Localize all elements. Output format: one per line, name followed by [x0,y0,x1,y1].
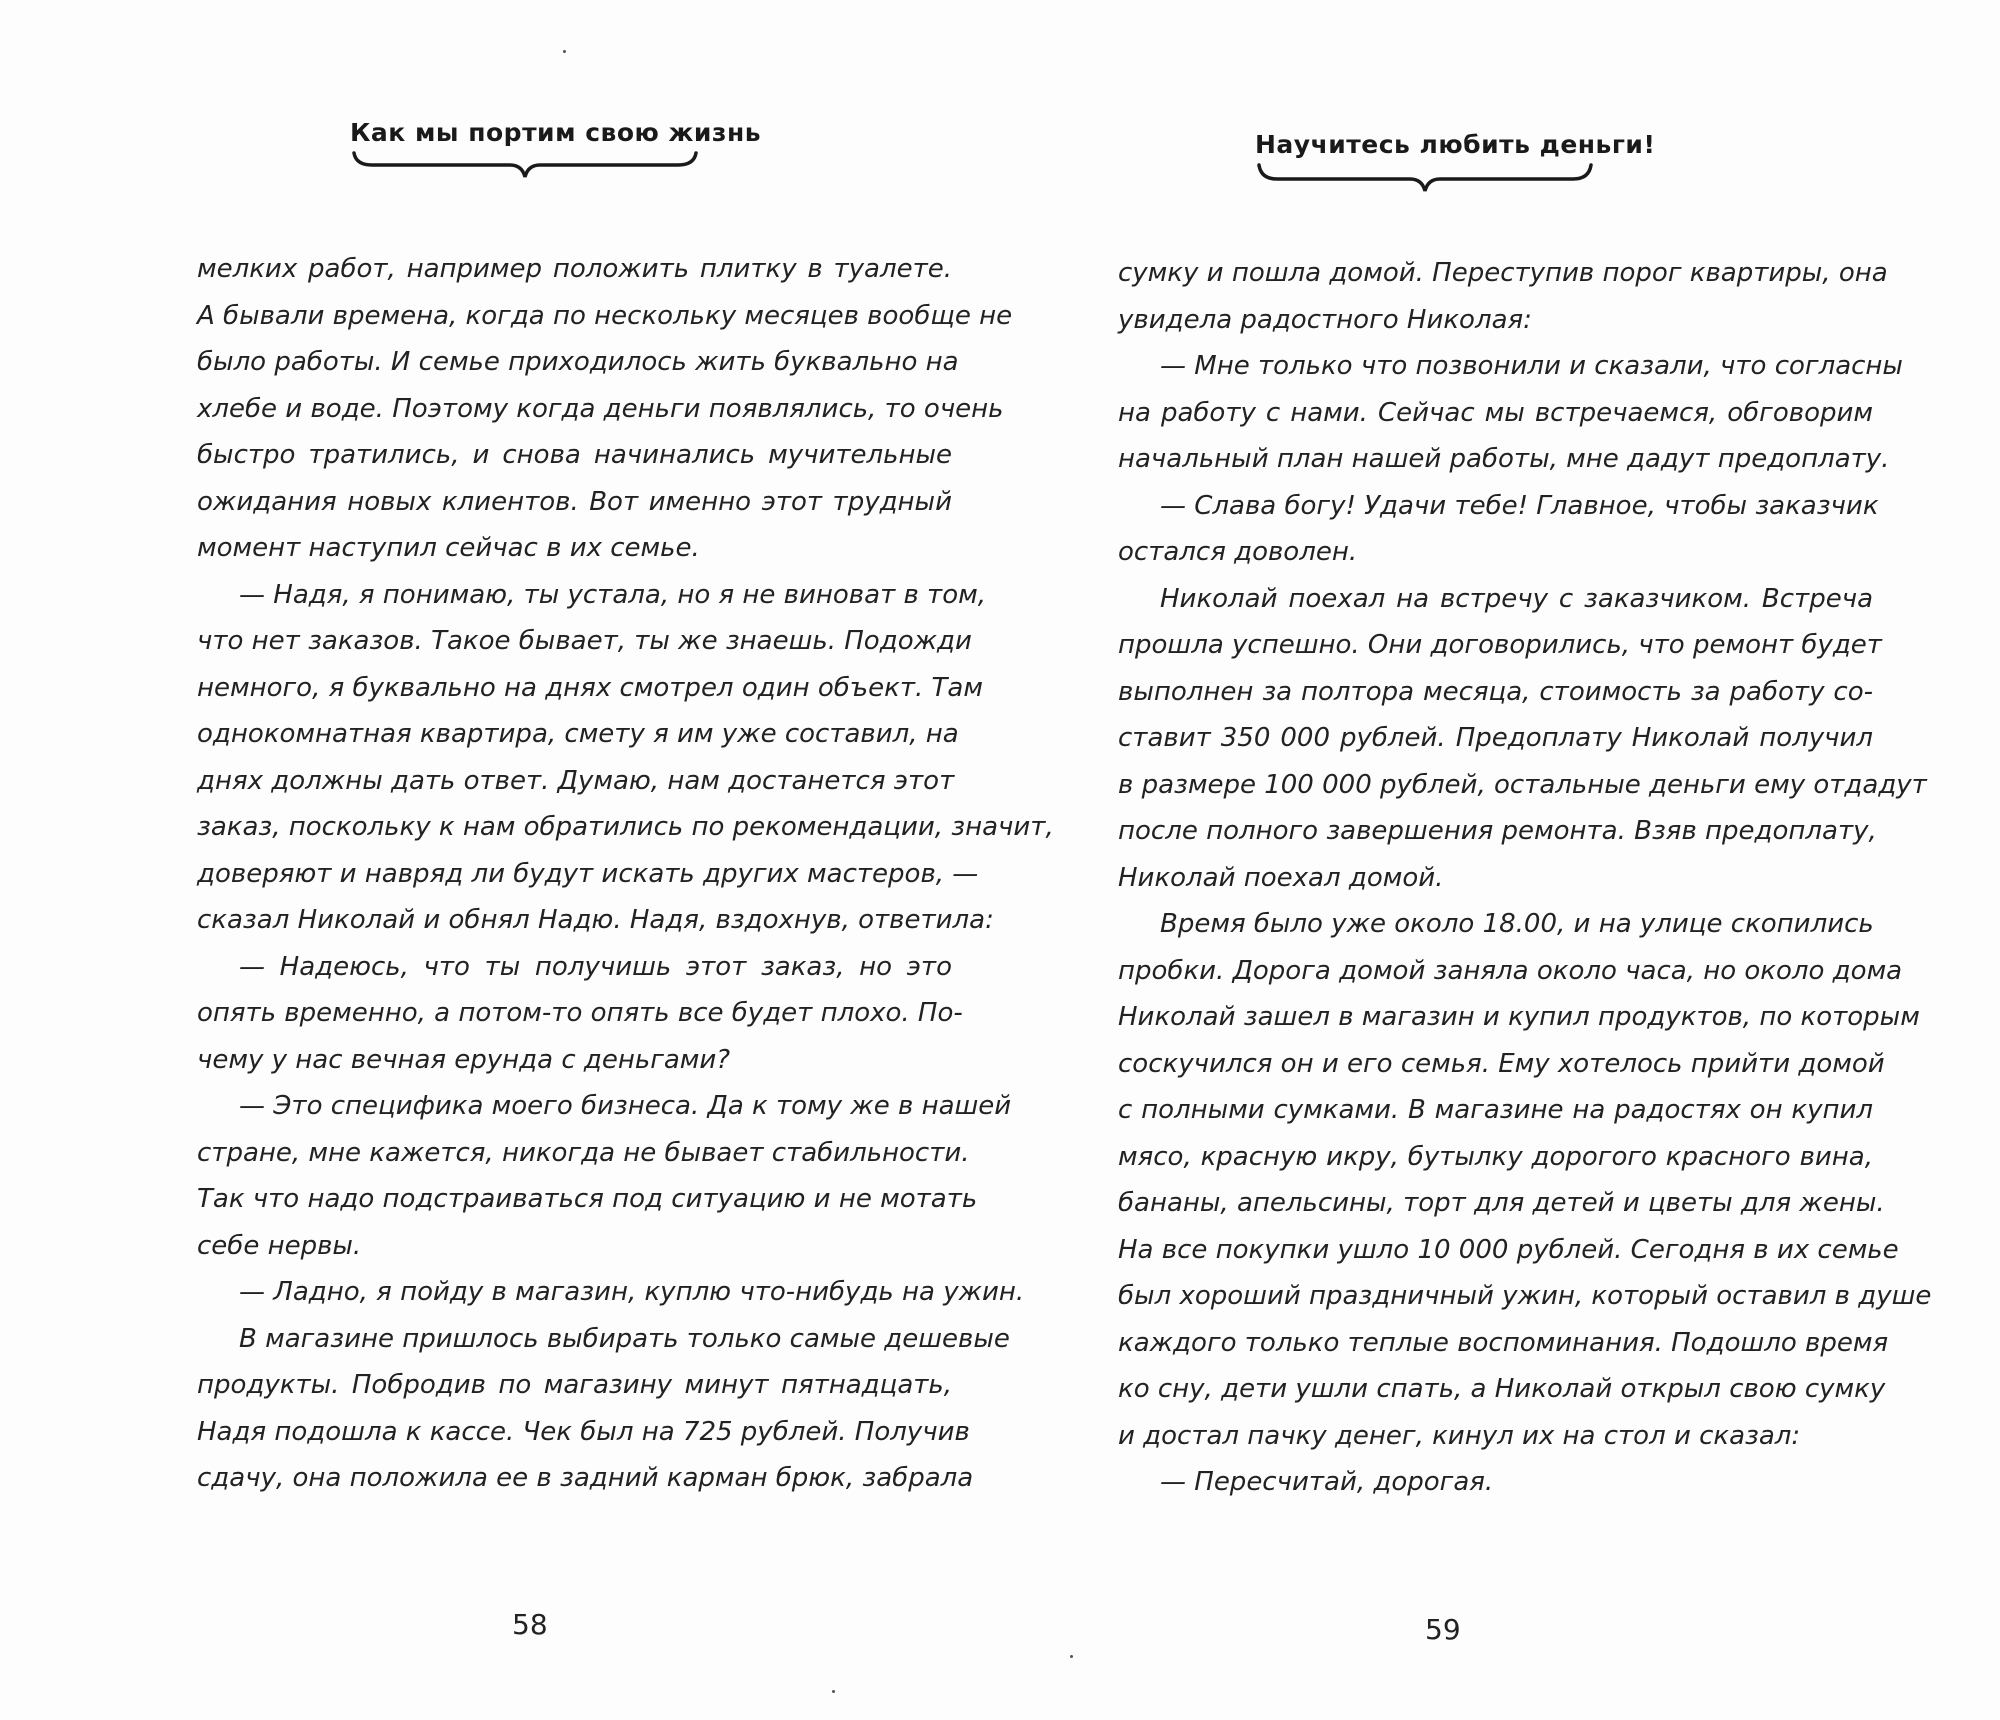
text-line: сдачу, она положила ее в задний карман брюк, забрала [197,1463,974,1493]
text-line: однокомнатная квартира, смету я им уже составил, на [197,719,959,749]
text-line: бананы, апельсины, торт для детей и цветы для жены. [1118,1188,1885,1218]
text-line: соскучился он и его семья. Ему хотелось прийти домой [1118,1048,1885,1079]
text-line: На все покупки ушло 10 000 рублей. Сегодня в их семье [1118,1234,1899,1265]
text-line: себе нервы. [197,1230,362,1261]
paper-speck [832,1690,835,1693]
text-line: на работу с нами. Сейчас мы встречаемся, обговорим [1118,397,1873,428]
text-line: сумку и пошла домой. Переступив порог квартиры, она [1118,258,1888,288]
text-line: Николай поехал на встречу с заказчиком. Встреча [1160,583,1873,614]
text-line: А бывали времена, когда по нескольку месяцев вообще не [197,300,1013,331]
right-page-number: 59 [1425,1613,1461,1646]
right-body-text [1118,250,1932,1506]
paper-speck [1070,1655,1073,1658]
text-line: хлебе и воде. Поэтому когда деньги появлялись, то очень [197,393,1004,424]
text-line: В магазине пришлось выбирать только самые дешевые [239,1323,1010,1354]
text-line: Так что надо подстраиваться под ситуацию и не мотать [197,1184,978,1214]
right-running-head-title: Научитесь любить деньги! [1255,130,1656,159]
text-line: быстро тратились, и снова начинались мучительные [197,440,952,470]
text-line: начальный план нашей работы, мне дадут предоплату. [1118,444,1890,474]
text-line: ставит 350 000 рублей. Предоплату Николай получил [1118,723,1873,753]
right-running-head [1255,130,1656,193]
text-line: продукты. Побродив по магазину минут пятнадцать, [197,1370,952,1400]
text-line: — Мне только что позвонили и сказали, что согласны [1160,351,1903,381]
text-line: Николай поехал домой. [1118,862,1444,893]
right-page [1000,0,2000,1720]
text-line: мясо, красную икру, бутылку дорогого красного вина, [1118,1141,1873,1172]
text-line: каждого только теплые воспоминания. Подошло время [1118,1327,1889,1358]
text-line: — Слава богу! Удачи тебе! Главное, чтобы заказчик [1160,490,1879,521]
text-line: стране, мне кажется, никогда не бывает стабильности. [197,1137,970,1168]
text-line: был хороший праздничный ужин, который оставил в душе [1118,1281,1932,1311]
text-line: ожидания новых клиентов. Вот именно этот трудный [197,486,952,517]
text-line: остался доволен. [1118,537,1358,567]
text-line: чему у нас вечная ерунда с деньгами? [197,1044,731,1075]
left-running-head [350,118,762,179]
text-line: сказал Николай и обнял Надю. Надя, вздохнув, ответила: [197,905,994,935]
text-line: мелких работ, например положить плитку в туалете. [197,254,952,284]
left-running-head-title: Как мы портим свою жизнь [350,118,762,147]
text-line: — Надя, я понимаю, ты устала, но я не виноват в том, [239,579,986,610]
text-line: и достал пачку денег, кинул их на стол и сказал: [1118,1420,1801,1451]
text-line: немного, я буквально на днях смотрел один объект. Там [197,672,983,703]
left-page-number: 58 [512,1608,548,1641]
text-line: увидела радостного Николая: [1118,304,1532,335]
left-body-text [197,246,1054,1502]
text-line: после полного завершения ремонта. Взяв предоплату, [1118,816,1877,846]
text-line: — Это специфика моего бизнеса. Да к тому же в нашей [239,1091,1012,1121]
brace-ornament-icon [1255,161,1595,193]
text-line: прошла успешно. Они договорились, что ремонт будет [1118,630,1882,660]
text-line: Надя подошла к кассе. Чек был на 725 рублей. Получив [197,1416,970,1447]
text-line: было работы. И семье приходилось жить буквально на [197,347,959,377]
text-line: — Ладно, я пойду в магазин, куплю что-нибудь на ужин. [239,1277,1025,1307]
text-line: заказ, поскольку к нам обратились по рекомендации, значит, [197,812,1054,842]
text-line: ко сну, дети ушли спать, а Николай открыл свою сумку [1118,1374,1886,1404]
paper-speck [563,50,566,53]
text-line: доверяют и навряд ли будут искать других мастеров, — [197,858,979,889]
text-line: опять временно, а потом-то опять все будет плохо. По- [197,998,963,1028]
text-line: выполнен за полтора месяца, стоимость за работу со- [1118,676,1873,707]
text-line: момент наступил сейчас в их семье. [197,533,700,563]
text-line: — Пересчитай, дорогая. [1160,1467,1494,1497]
text-line: пробки. Дорога домой заняла около часа, но около дома [1118,955,1903,986]
text-line: с полными сумками. В магазине на радостях он купил [1118,1095,1873,1125]
text-line: что нет заказов. Такое бывает, ты же знаешь. Подожди [197,626,972,656]
text-line: — Надеюсь, что ты получишь этот заказ, но это [239,951,952,982]
text-line: Николай зашел в магазин и купил продуктов, по которым [1118,1002,1920,1032]
text-line: в размере 100 000 рублей, остальные деньги ему отдадут [1118,769,1927,800]
brace-ornament-icon [350,149,700,179]
text-line: Время было уже около 18.00, и на улице скопились [1160,909,1874,939]
text-line: днях должны дать ответ. Думаю, нам достанется этот [197,765,955,796]
